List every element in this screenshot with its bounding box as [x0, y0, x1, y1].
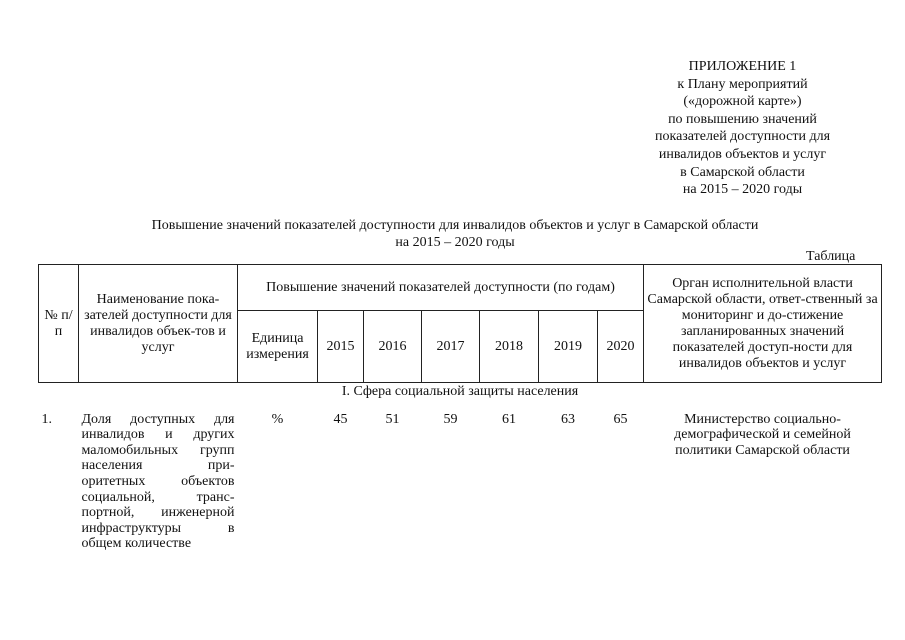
header-unit: Единица измерения — [238, 311, 318, 383]
row-indicator: Доля доступных для инвалидов и других маломобильных групп населения при-оритетных объектов социальной, транс-портной, инженерной инфраструктуры в общем количестве — [81, 411, 235, 552]
document-title-line-1: Повышение значений показателей доступности для инвалидов объектов и услуг в Самарской области — [151, 218, 759, 233]
row-value-2020: 65 — [613, 411, 628, 427]
header-year-2016: 2016 — [364, 311, 422, 383]
table-label: Таблица — [806, 249, 856, 264]
section-row — [39, 383, 882, 402]
appendix-line: показателей доступности для — [654, 129, 831, 145]
table-header-row-1 — [39, 265, 882, 311]
header-year-2017: 2017 — [422, 311, 480, 383]
header-year-2020: 2020 — [598, 311, 644, 383]
row-value-2018: 61 — [502, 411, 516, 427]
appendix-line: («дорожной карте») — [683, 94, 802, 110]
appendix-line: в Самарской области — [680, 164, 805, 180]
row-value-2015: 45 — [333, 411, 348, 427]
header-num: № п/п — [39, 265, 79, 383]
row-organ: Министерство социально-демографической и семейной политики Самарской области — [674, 411, 851, 458]
header-indicator-name: Наименование пока-зателей доступности для инвалидов объек-тов и услуг — [79, 265, 238, 383]
section-title: I. Сфера социальной защиты населения — [341, 384, 579, 399]
document-title — [40, 217, 870, 251]
appendix-line: на 2015 – 2020 годы — [682, 182, 803, 198]
header-period: Повышение значений показателей доступности (по годам) — [238, 265, 644, 311]
header-year-2015: 2015 — [318, 311, 364, 383]
appendix-line: инвалидов объектов и услуг — [658, 146, 827, 162]
document-title-line-2: на 2015 – 2020 годы — [395, 235, 515, 250]
row-value-2016: 51 — [385, 411, 400, 427]
header-organ: Орган исполнительной власти Самарской области, ответ-ственный за мониторинг и до-стижение запланированных значений показателей доступ-ности для инвалидов объектов и услуг — [644, 265, 882, 383]
row-value-2017: 59 — [443, 411, 458, 427]
accessibility-table — [38, 264, 882, 552]
row-value-2019: 63 — [561, 411, 575, 427]
row-unit: % — [271, 411, 284, 427]
appendix-line: к Плану мероприятий — [677, 76, 808, 92]
table-row — [39, 402, 882, 552]
header-year-2018: 2018 — [480, 311, 539, 383]
header-year-2019: 2019 — [539, 311, 598, 383]
appendix-line: по повышению значений — [668, 111, 817, 127]
appendix-block — [620, 58, 865, 199]
appendix-line: ПРИЛОЖЕНИЕ 1 — [688, 59, 797, 74]
row-num: 1. — [41, 411, 52, 427]
